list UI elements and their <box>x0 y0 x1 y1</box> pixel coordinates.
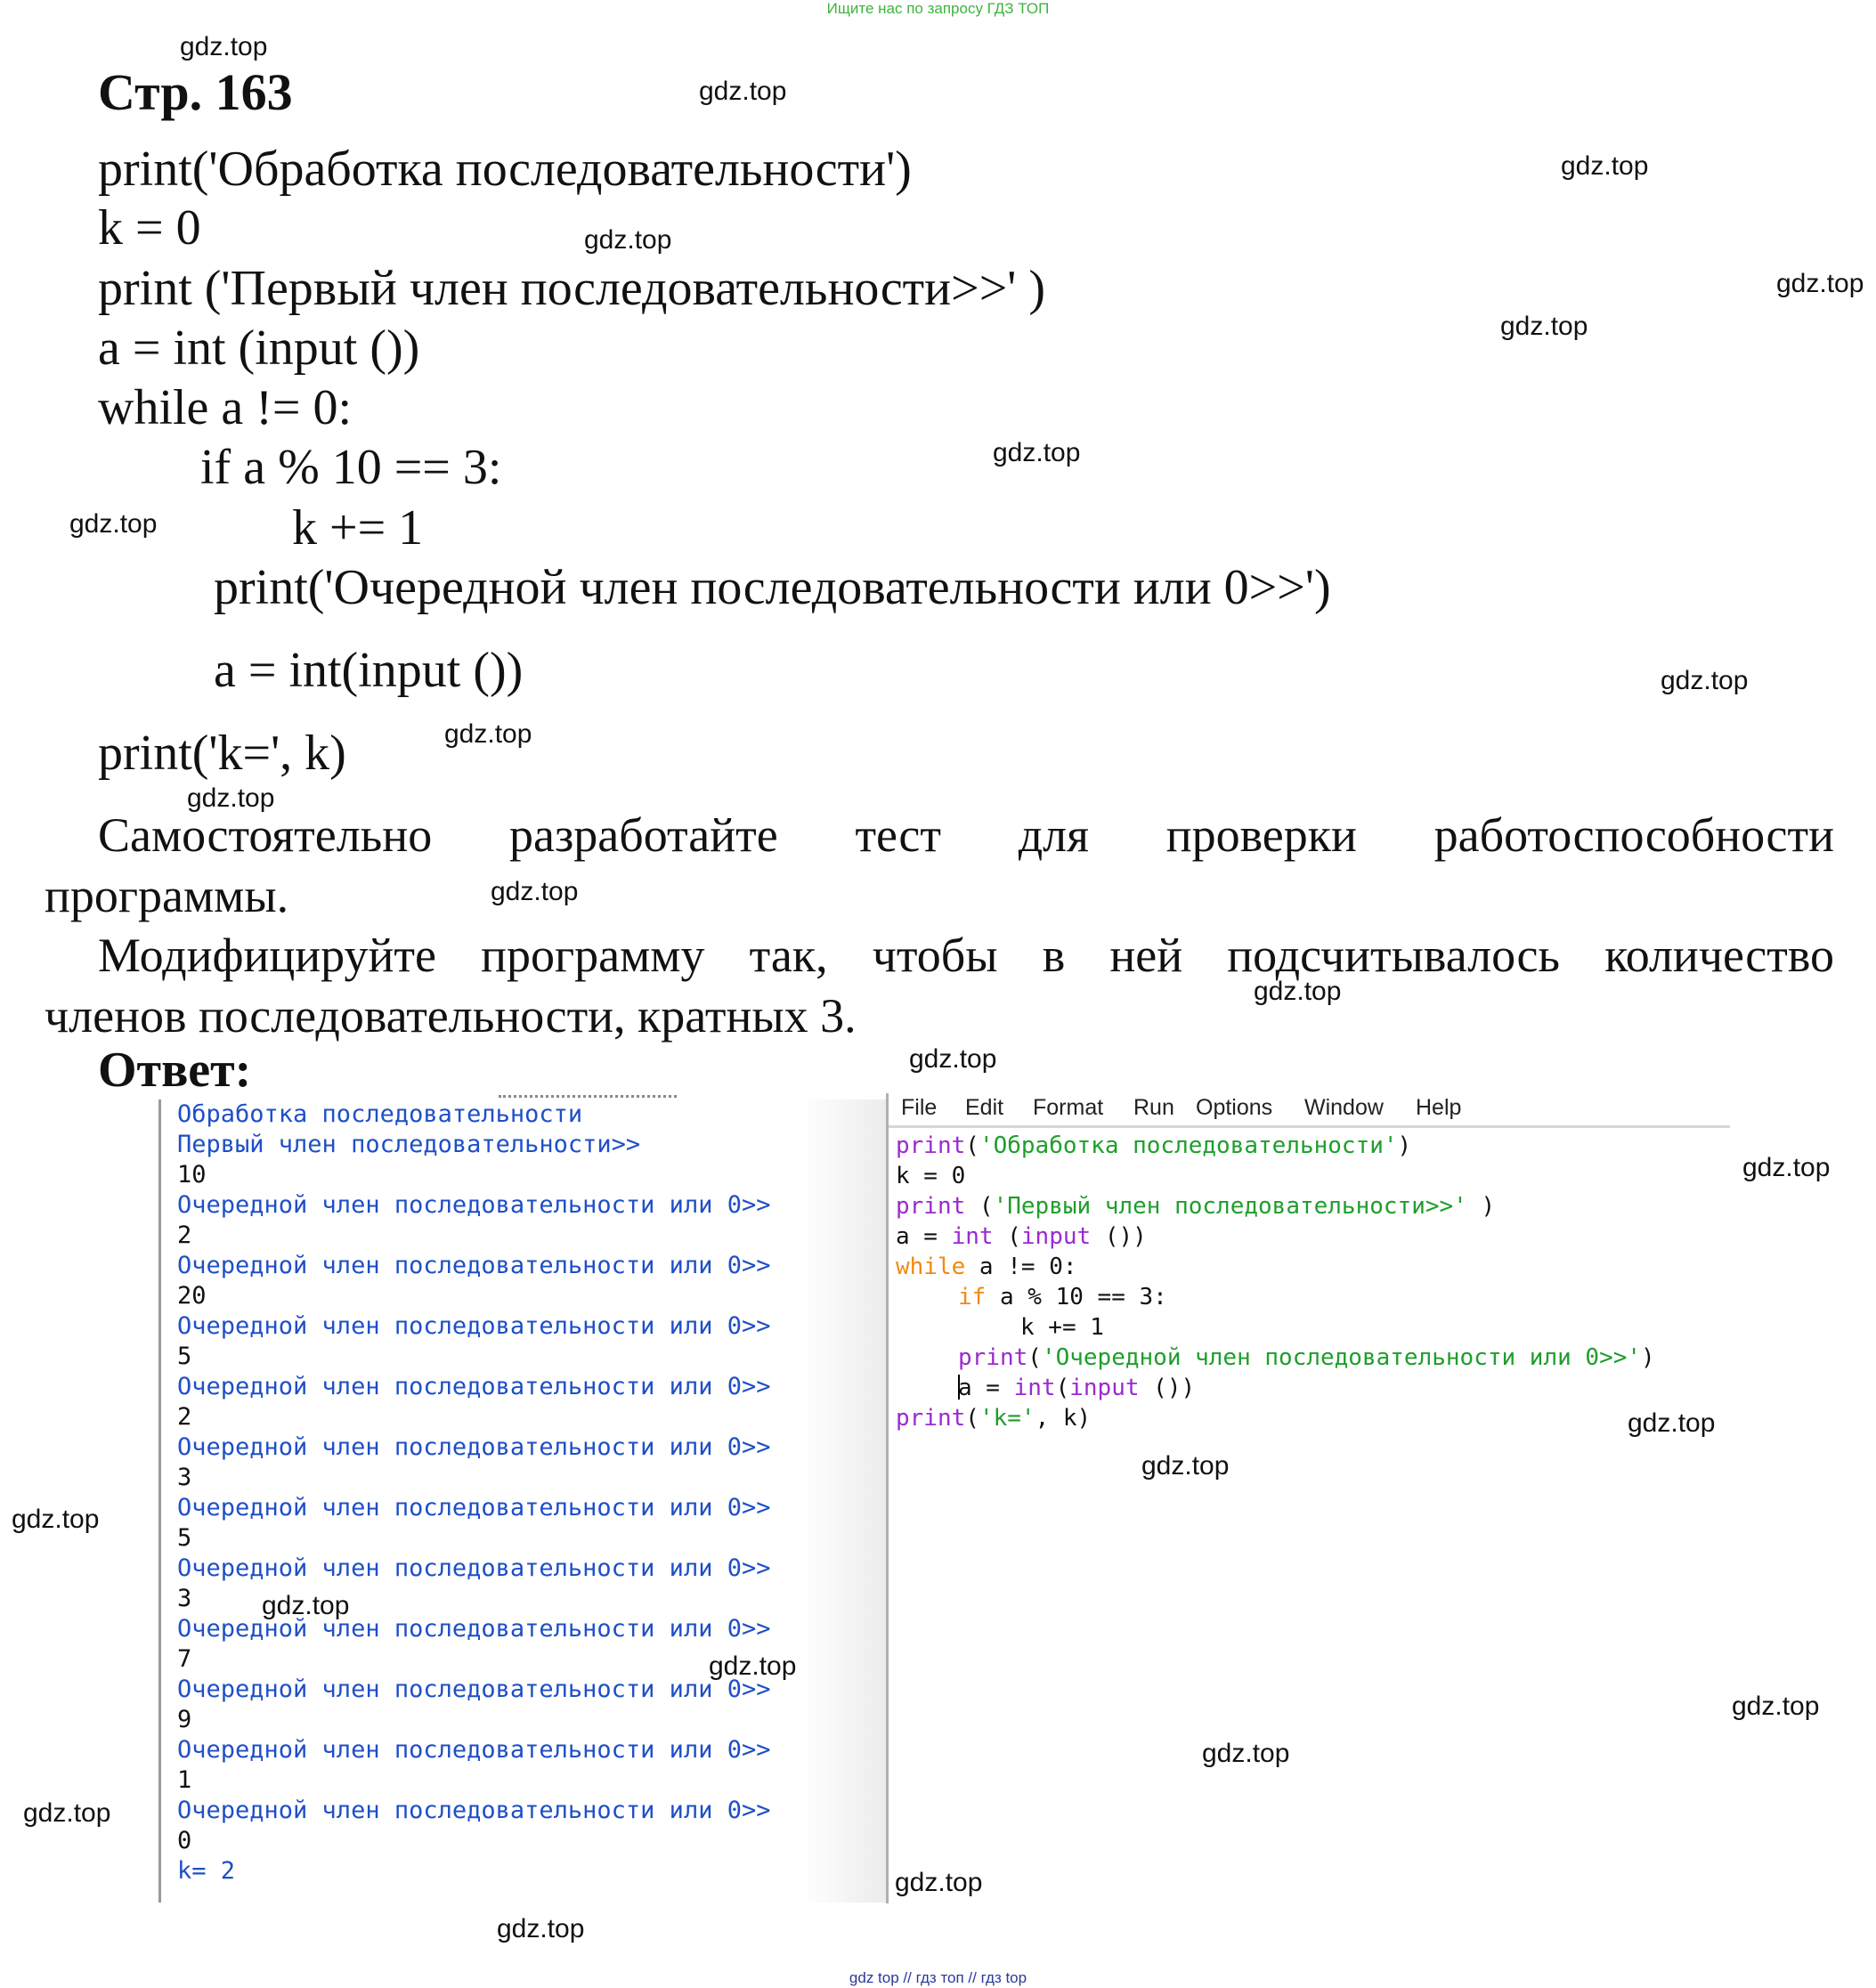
menu-window[interactable]: Window <box>1304 1095 1384 1120</box>
editor-window <box>886 1093 1730 1903</box>
token-plain: k = 0 <box>896 1163 966 1189</box>
token-plain: a = <box>896 1223 952 1250</box>
shell-output-panel <box>158 1099 887 1903</box>
menu-help[interactable]: Help <box>1416 1095 1462 1120</box>
shell-line-23: 1 <box>177 1766 192 1794</box>
token-builtin: int <box>1013 1375 1056 1401</box>
shell-line-3: 10 <box>177 1161 207 1189</box>
watermark: gdz.top <box>69 509 158 539</box>
watermark: gdz.top <box>993 438 1081 467</box>
shell-line-21: 9 <box>177 1706 192 1733</box>
token-string: 'Первый член последовательности>>' <box>993 1193 1467 1220</box>
shell-line-8: Очередной член последовательности или 0>> <box>177 1312 771 1340</box>
task-2-line-1: Модифицируйте программу так, чтобы в ней подсчитывалось количество <box>98 929 1834 982</box>
watermark: gdz.top <box>1732 1692 1820 1721</box>
watermark: gdz.top <box>180 32 268 61</box>
shell-line-26: k= 2 <box>177 1857 236 1885</box>
token-punct: ) <box>1397 1132 1412 1159</box>
editor-line-6 <box>958 1282 1167 1312</box>
token-builtin: int <box>951 1223 994 1250</box>
shell-line-24: Очередной член последовательности или 0>> <box>177 1797 771 1824</box>
code-line-1: print('Обработка последовательности') <box>98 142 912 197</box>
shell-line-12: Очередной член последовательности или 0>> <box>177 1433 771 1461</box>
watermark: gdz.top <box>584 225 672 255</box>
editor-line-4 <box>896 1221 1147 1252</box>
watermark: gdz.top <box>1742 1153 1831 1182</box>
token-punct: ( <box>993 1223 1021 1250</box>
shell-line-13: 3 <box>177 1464 192 1491</box>
token-string: 'Очередной член последовательности или 0>>' <box>1041 1344 1642 1371</box>
task-1-line-2: программы. <box>45 869 289 922</box>
menu-run[interactable]: Run <box>1133 1095 1174 1120</box>
watermark: gdz.top <box>699 77 787 106</box>
watermark: gdz.top <box>23 1798 111 1828</box>
shell-line-11: 2 <box>177 1403 192 1431</box>
editor-line-3 <box>896 1191 1495 1221</box>
watermark: gdz.top <box>187 783 275 813</box>
watermark: gdz.top <box>1561 151 1649 181</box>
watermark: gdz.top <box>1661 666 1749 695</box>
token-plain: a != 0: <box>965 1254 1077 1280</box>
watermark: gdz.top <box>1141 1451 1230 1481</box>
token-keyword: while <box>896 1254 966 1280</box>
watermark: gdz.top <box>444 719 532 749</box>
code-line-2: k = 0 <box>98 200 201 256</box>
shell-line-5: 2 <box>177 1221 192 1249</box>
shell-line-9: 5 <box>177 1343 192 1370</box>
watermark: gdz.top <box>262 1591 350 1620</box>
code-line-8: print('Очередной член последовательности или 0>>') <box>214 560 1331 615</box>
token-punct: ( <box>965 1405 979 1432</box>
watermark: gdz.top <box>491 877 579 906</box>
code-line-9: a = int(input ()) <box>214 643 524 698</box>
shell-line-1: Обработка последовательности <box>177 1100 583 1128</box>
token-punct: ( <box>965 1132 979 1159</box>
menu-edit[interactable]: Edit <box>965 1095 1004 1120</box>
shell-line-4: Очередной член последовательности или 0>> <box>177 1191 771 1219</box>
answer-label: Ответ: <box>98 1043 252 1098</box>
editor-line-9 <box>958 1373 1195 1403</box>
editor-line-8 <box>958 1343 1655 1373</box>
menu-options[interactable]: Options <box>1196 1095 1273 1120</box>
code-line-6: if a % 10 == 3: <box>200 440 502 495</box>
editor-line-1 <box>896 1131 1411 1161</box>
editor-line-2 <box>896 1161 965 1191</box>
token-plain: k += 1 <box>1020 1314 1104 1341</box>
editor-line-10 <box>896 1403 1091 1433</box>
watermark: gdz.top <box>1202 1739 1290 1768</box>
token-punct: , k) <box>1035 1405 1092 1432</box>
watermark: gdz.top <box>895 1868 983 1897</box>
watermark: gdz.top <box>497 1914 585 1943</box>
token-punct: ) <box>1466 1193 1496 1220</box>
token-builtin: print <box>896 1193 966 1220</box>
shell-line-15: 5 <box>177 1524 192 1552</box>
token-punct: ( <box>1027 1344 1042 1371</box>
menu-format[interactable]: Format <box>1033 1095 1104 1120</box>
shell-line-10: Очередной член последовательности или 0>> <box>177 1373 771 1400</box>
token-string: 'Обработка последовательности' <box>979 1132 1398 1159</box>
code-line-4: a = int (input ()) <box>98 321 420 376</box>
watermark: gdz.top <box>909 1044 997 1074</box>
top-banner: Ищите нас по запросу ГДЗ ТОП <box>826 0 1050 17</box>
token-punct: ( <box>1055 1375 1070 1401</box>
menu-file[interactable]: File <box>901 1095 938 1120</box>
code-line-10: print('k=', k) <box>98 726 346 781</box>
token-punct: ) <box>1641 1344 1655 1371</box>
code-line-7: k += 1 <box>292 500 424 556</box>
token-builtin: print <box>958 1344 1028 1371</box>
token-punct: ()) <box>1139 1375 1196 1401</box>
token-punct: ( <box>965 1193 994 1220</box>
page-title: Стр. 163 <box>98 63 293 121</box>
editor-line-7 <box>1020 1312 1104 1343</box>
token-builtin: print <box>896 1405 966 1432</box>
shell-line-14: Очередной член последовательности или 0>> <box>177 1494 771 1521</box>
token-builtin: input <box>1020 1223 1092 1250</box>
shell-line-7: 20 <box>177 1282 207 1310</box>
task-2-line-2: членов последовательности, кратных 3. <box>45 989 857 1043</box>
watermark: gdz.top <box>12 1505 100 1534</box>
token-builtin: print <box>896 1132 966 1159</box>
token-builtin: input <box>1069 1375 1140 1401</box>
watermark: gdz.top <box>709 1651 797 1681</box>
code-line-3: print ('Первый член последовательности>>' ) <box>98 261 1046 316</box>
shell-line-20: Очередной член последовательности или 0>> <box>177 1676 771 1703</box>
token-plain: a = <box>958 1375 1014 1401</box>
code-line-5: while a != 0: <box>98 380 353 435</box>
token-plain: a % 10 == 3: <box>986 1284 1167 1310</box>
editor-line-5 <box>896 1252 1077 1282</box>
shell-line-17: 3 <box>177 1585 192 1612</box>
shell-line-16: Очередной член последовательности или 0>> <box>177 1554 771 1582</box>
watermark: gdz.top <box>1628 1408 1716 1438</box>
editor-menu-bar <box>889 1093 1730 1128</box>
watermark: gdz.top <box>1254 977 1342 1006</box>
shell-line-22: Очередной член последовательности или 0>> <box>177 1736 771 1764</box>
watermark: gdz.top <box>1776 269 1864 298</box>
bottom-banner: gdz top // гдз топ // гдз top <box>849 1969 1027 1986</box>
watermark: gdz.top <box>1500 312 1588 341</box>
shell-line-2: Первый член последовательности>> <box>177 1131 641 1158</box>
token-string: 'k=' <box>979 1405 1035 1432</box>
token-keyword: if <box>958 1284 987 1310</box>
task-1-line-1: Самостоятельно разработайте тест для проверки работоспособности <box>98 808 1834 862</box>
shell-line-18: Очередной член последовательности или 0>> <box>177 1615 771 1643</box>
shell-top-edge <box>499 1088 677 1098</box>
token-punct: ()) <box>1091 1223 1147 1250</box>
shell-line-25: 0 <box>177 1827 192 1854</box>
shell-line-6: Очередной член последовательности или 0>> <box>177 1252 771 1279</box>
shell-line-19: 7 <box>177 1645 192 1673</box>
